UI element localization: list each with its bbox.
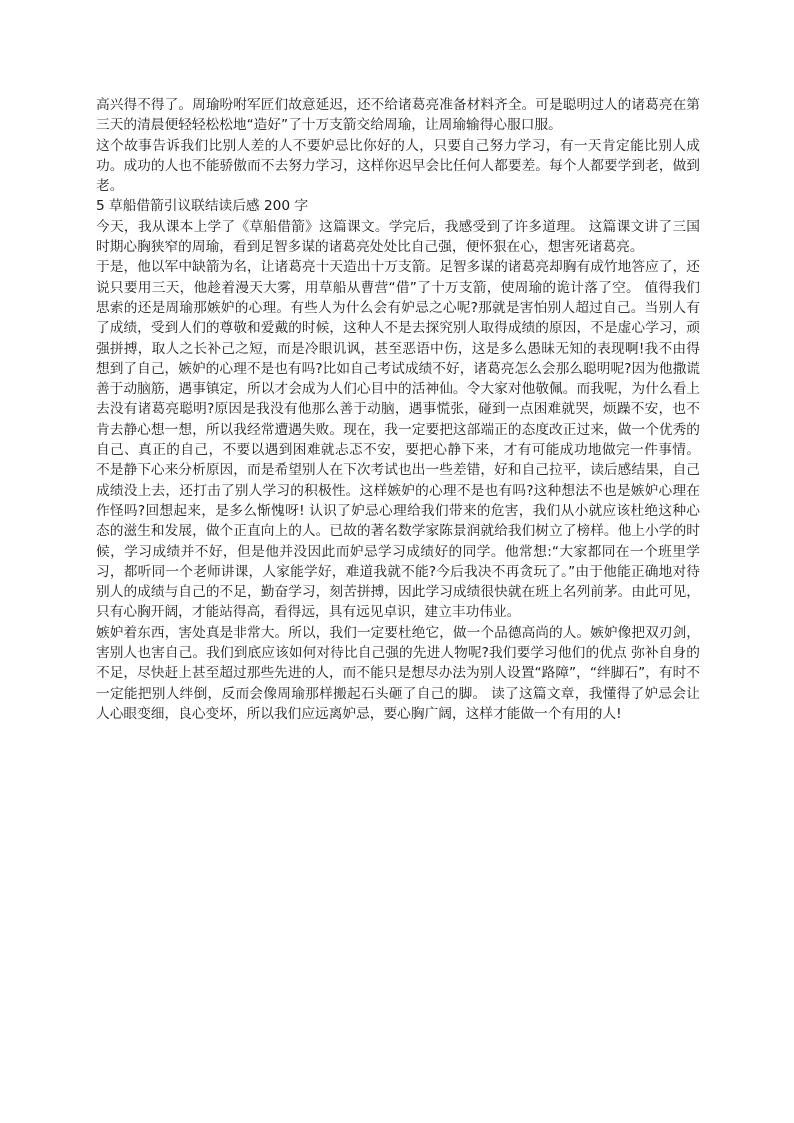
paragraph-lesson: 这个故事告诉我们比别人差的人不要妒忌比你好的人，只要自己努力学习，有一天肯定能比别人成功。成功的人也不能骄傲而不去努力学习，这样你迟早会比任何人都要差。每个人都要学到老，做到老。 xyxy=(96,137,700,195)
paragraph-intro: 今天，我从课本上学了《草船借箭》这篇课文。学完后，我感受到了许多道理。 这篇课文讲了三国时期心胸狭窄的周瑜，看到足智多谋的诸葛亮处处比自己强，便怀狠在心，想害死诸葛亮。 xyxy=(96,218,700,256)
paragraph-main-body: 于是，他以军中缺箭为名，让诸葛亮十天造出十万支箭。足智多谋的诸葛亮却胸有成竹地答应了，还说只要用三天，他趁着漫天大雾，用草船从曹营“借”了十万支箭，使周瑜的诡计落了空。 值得我们思索的还是周瑜那嫉妒的心理。有些人为什么会有妒忌之心呢?那就是害怕别人超过自己。当别人有了成绩，受到人们的尊敬和爱戴的时候，这种人不是去探究别人取得成绩的原因，不是虚心学习，顽强拼搏，取人之长补己之短，而是冷眼讥讽，甚至恶语中伤，这是多么愚昧无知的表现啊!我不由得想到了自己，嫉妒的心理不是也有吗?比如自己考试成绩不好，诸葛亮怎么会那么聪明呢?因为他撒谎善于动脑筋，遇事镇定，所以才会成为人们心目中的活神仙。令大家对他敬佩。而我呢，为什么看上去没有诸葛亮聪明?原因是我没有他那么善于动脑，遇事慌张，碰到一点困难就哭，烦躁不安，也不肯去静心想一想，所以我经常遭遇失败。现在，我一定要把这部端正的态度改正过来，做一个优秀的自己、真正的自己，不要以遇到困难就忐忑不安，要把心静下来，才有可能成功地做完一件事情。 不是静下心来分析原因，而是希望别人在下次考试也出一些差错，好和自己拉平，读后感结果，自己成绩没上去，还打击了别人学习的积极性。这样嫉妒的心理不是也有吗?这种想法不也是嫉妒心理在作怪吗?回想起来，是多么惭愧呀! 认识了妒忌心理给我们带来的危害，我们从小就应该杜绝这种心态的滋生和发展，做个正直向上的人。已故的著名数学家陈景润就给我们树立了榜样。他上小学的时候，学习成绩并不好，但是他并没因此而妒忌学习成绩好的同学。他常想:“大家都同在一个班里学习，都听同一个老师讲课，人家能学好，难道我就不能?今后我决不再贪玩了。”由于他能正确地对待别人的成绩与自己的不足，勤奋学习，刻苦拼搏，因此学习成绩很快就在班上名列前茅。由此可见，只有心胸开阔，才能站得高，看得远，具有远见卓识，建立丰功伟业。 xyxy=(96,259,700,621)
paragraph-story-ending: 高兴得不得了。周瑜吩咐军匠们故意延迟，还不给诸葛亮准备材料齐全。可是聪明过人的诸葛亮在第三天的清晨便轻轻松松地“造好”了十万支箭交给周瑜，让周瑜输得心服口服。 xyxy=(96,97,700,134)
essay-heading: 5 草船借箭引议联结读后感 200 字 xyxy=(96,198,309,215)
paragraph-conclusion: 嫉妒着东西，害处真是非常大。所以，我们一定要杜绝它，做一个品德高尚的人。嫉妒像把双刃剑，害别人也害自己。我们到底应该如何对待比自己强的先进人物呢?我们要学习他们的优点 弥补自身的不足，尽快赶上甚至超过那些先进的人，而不能只是想尽办法为别人设置“路障”，“绊脚石”，有时不一定能把别人绊倒，反而会像周瑜那样搬起石头砸了自己的脚。 读了这篇文章，我懂得了妒忌会让人心眼变细，良心变坏，所以我们应远离妒忌，要心胸广阔，这样才能做一个有用的人! xyxy=(96,624,700,722)
document-body xyxy=(96,95,700,724)
